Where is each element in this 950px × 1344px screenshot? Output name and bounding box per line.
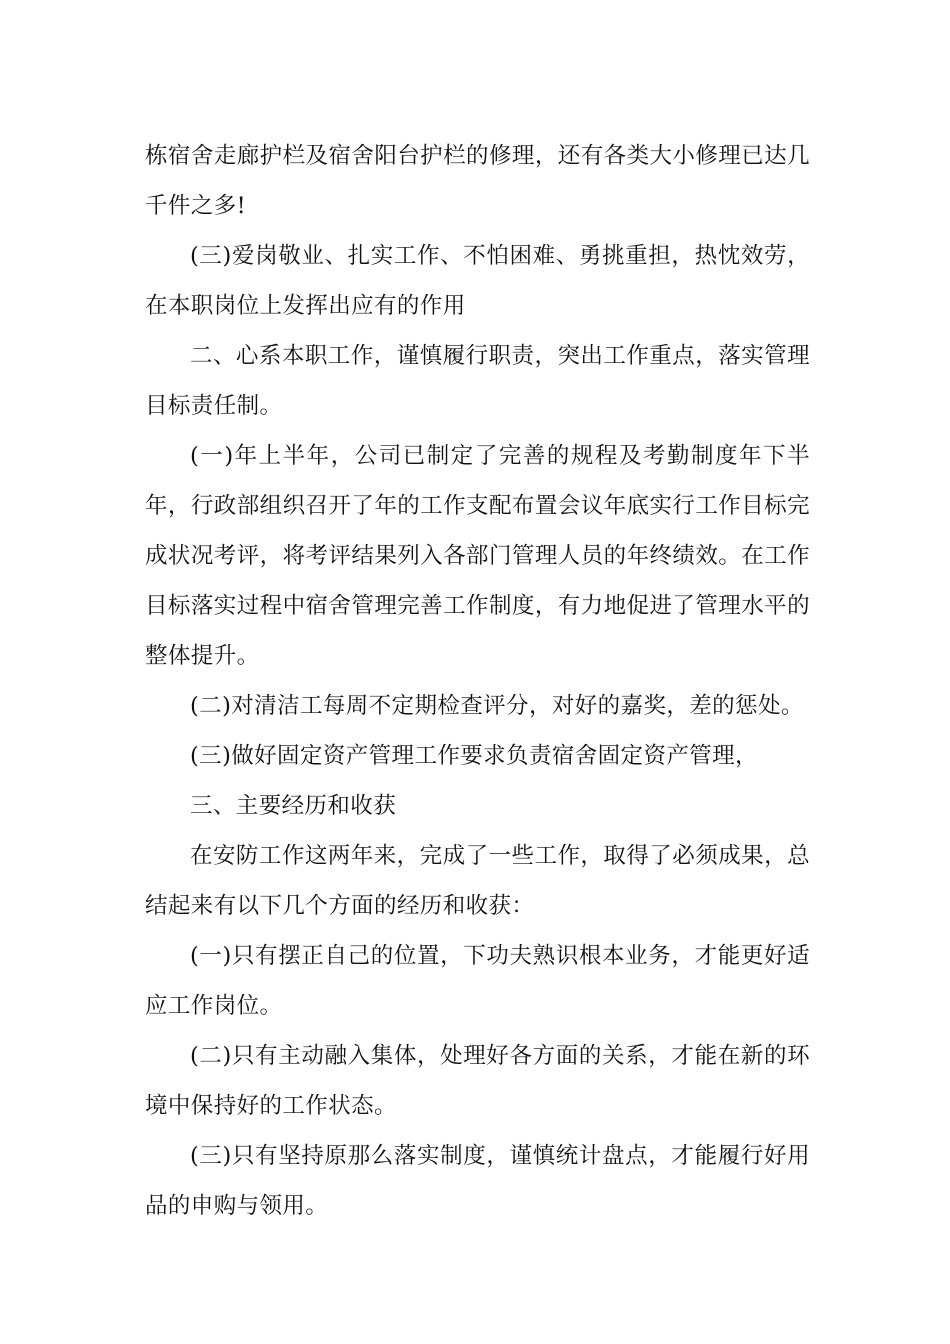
- section-heading-2: 二、心系本职工作，谨慎履行职责，突出工作重点，落实管理目标责任制。: [145, 343, 810, 419]
- document-body: [145, 131, 810, 1231]
- paragraph-item-3-dedication: (三)爱岗敬业、扎实工作、不怕困难、勇挑重担，热忱效劳，在本职岗位上发挥出应有的作用: [145, 243, 810, 319]
- paragraph-item-1-rules: (一)年上半年，公司已制定了完善的规程及考勤制度年下半年，行政部组织召开了年的工作支配布置会议年底实行工作目标完成状况考评，将考评结果列入各部门管理人员的年终绩效。在工作目标落实过程中宿舍管理完善工作制度，有力地促进了管理水平的整体提升。: [145, 443, 810, 669]
- paragraph-item-3-assets: (三)做好固定资产管理工作要求负责宿舍固定资产管理，: [190, 743, 758, 769]
- paragraph-experience-2: (二)只有主动融入集体，处理好各方面的关系，才能在新的环境中保持好的工作状态。: [145, 1043, 810, 1119]
- paragraph-experience-3: (三)只有坚持原那么落实制度，谨慎统计盘点，才能履行好用品的申购与领用。: [145, 1143, 810, 1219]
- paragraph-continuation: 栋宿舍走廊护栏及宿舍阳台护栏的修理，还有各类大小修理已达几千件之多!: [145, 143, 810, 219]
- section-heading-3: 三、主要经历和收获: [190, 793, 397, 819]
- paragraph-item-2-cleaning: (二)对清洁工每周不定期检查评分，对好的嘉奖，差的惩处。: [190, 693, 804, 719]
- paragraph-experience-1: (一)只有摆正自己的位置，下功夫熟识根本业务，才能更好适应工作岗位。: [145, 943, 810, 1019]
- paragraph-intro-experience: 在安防工作这两年来，完成了一些工作，取得了必须成果，总结起来有以下几个方面的经历和收获：: [145, 843, 810, 919]
